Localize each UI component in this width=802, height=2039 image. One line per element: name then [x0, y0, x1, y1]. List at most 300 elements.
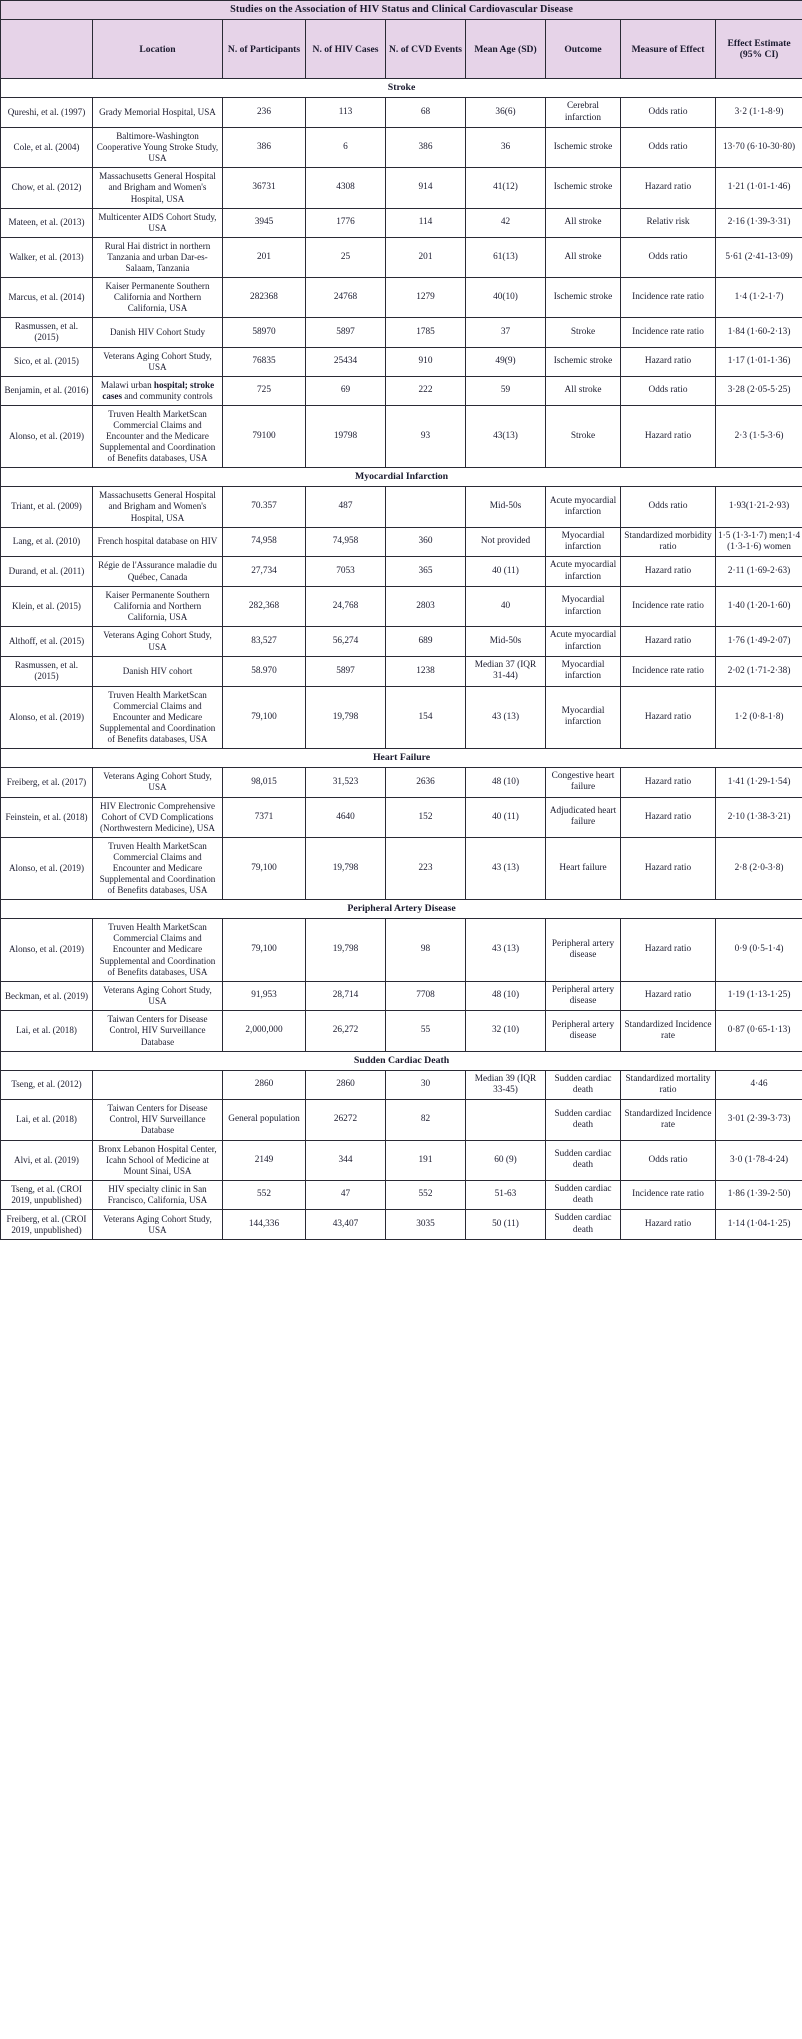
cell-hiv_cases: 19798	[306, 405, 386, 467]
cell-cvd_events	[386, 487, 466, 527]
cell-hiv_cases: 113	[306, 98, 386, 128]
cell-mean_age: Not provided	[466, 527, 546, 557]
cell-location: Bronx Lebanon Hospital Center, Icahn School of Medicine at Mount Sinai, USA	[93, 1140, 223, 1180]
table-row	[1, 347, 802, 376]
cell-study: Walker, et al. (2013)	[1, 237, 93, 277]
table-title-row	[1, 1, 802, 20]
cell-hiv_cases: 28,714	[306, 981, 386, 1011]
cell-measure: Standardized morbidity ratio	[621, 527, 716, 557]
cell-participants: 2,000,000	[223, 1011, 306, 1051]
cell-effect: 1·76 (1·49-2·07)	[716, 627, 802, 657]
table-row	[1, 1100, 802, 1140]
cell-hiv_cases: 1776	[306, 208, 386, 237]
cell-effect: 4·46	[716, 1070, 802, 1100]
cell-hiv_cases: 4308	[306, 168, 386, 208]
cell-location: Veterans Aging Cohort Study, USA	[93, 981, 223, 1011]
cell-outcome: Stroke	[546, 405, 621, 467]
cell-participants: 58970	[223, 318, 306, 347]
cell-study: Chow, et al. (2012)	[1, 168, 93, 208]
cell-hiv_cases: 74,958	[306, 527, 386, 557]
location-text-pre: Malawi urban	[100, 379, 154, 390]
cell-cvd_events: 93	[386, 405, 466, 467]
cell-cvd_events: 552	[386, 1180, 466, 1210]
cell-measure: Hazard ratio	[621, 557, 716, 587]
cell-location: Régie de l'Assurance maladie du Québec, Canada	[93, 557, 223, 587]
cell-hiv_cases: 2860	[306, 1070, 386, 1100]
cell-participants: 79,100	[223, 837, 306, 899]
cell-cvd_events: 154	[386, 686, 466, 748]
cell-measure: Standardized Incidence rate	[621, 1011, 716, 1051]
cell-measure: Incidence rate ratio	[621, 656, 716, 686]
cell-measure: Hazard ratio	[621, 1210, 716, 1240]
section-heading: Myocardial Infarction	[1, 468, 802, 487]
cell-mean_age: 48 (10)	[466, 767, 546, 797]
section-heading: Stroke	[1, 79, 802, 98]
cell-hiv_cases: 43,407	[306, 1210, 386, 1240]
cell-measure: Incidence rate ratio	[621, 278, 716, 318]
cell-hiv_cases: 344	[306, 1140, 386, 1180]
cell-effect: 1·17 (1·01-1·36)	[716, 347, 802, 376]
cell-participants: 386	[223, 128, 306, 168]
cell-hiv_cases: 26272	[306, 1100, 386, 1140]
cell-measure: Odds ratio	[621, 98, 716, 128]
cell-hiv_cases: 7053	[306, 557, 386, 587]
cell-measure: Hazard ratio	[621, 347, 716, 376]
cell-effect: 1·14 (1·04-1·25)	[716, 1210, 802, 1240]
column-header-outcome: Outcome	[546, 20, 621, 79]
cell-outcome: Myocardial infarction	[546, 656, 621, 686]
cell-measure: Standardized mortality ratio	[621, 1070, 716, 1100]
section-header-row	[1, 1051, 802, 1070]
cell-participants: 282,368	[223, 586, 306, 626]
cell-mean_age: 59	[466, 376, 546, 405]
cell-location: Danish HIV cohort	[93, 656, 223, 686]
table-body	[1, 79, 802, 1240]
cell-participants: 2860	[223, 1070, 306, 1100]
column-header-effect: Effect Estimate (95% CI)	[716, 20, 802, 79]
cell-measure: Hazard ratio	[621, 981, 716, 1011]
cell-cvd_events: 55	[386, 1011, 466, 1051]
cell-participants: 282368	[223, 278, 306, 318]
cell-location	[93, 1070, 223, 1100]
cell-location: Veterans Aging Cohort Study, USA	[93, 1210, 223, 1240]
cell-effect: 0·9 (0·5-1·4)	[716, 919, 802, 981]
cell-study: Durand, et al. (2011)	[1, 557, 93, 587]
cell-participants: 76835	[223, 347, 306, 376]
cell-cvd_events: 201	[386, 237, 466, 277]
cell-outcome: Cerebral infarction	[546, 98, 621, 128]
cell-measure: Hazard ratio	[621, 405, 716, 467]
cell-effect: 1·40 (1·20-1·60)	[716, 586, 802, 626]
cell-study: Rasmussen, et al. (2015)	[1, 318, 93, 347]
cell-mean_age: 50 (11)	[466, 1210, 546, 1240]
cell-participants: 79100	[223, 405, 306, 467]
cell-participants: 236	[223, 98, 306, 128]
cell-study: Feinstein, et al. (2018)	[1, 797, 93, 837]
cell-outcome: Ischemic stroke	[546, 168, 621, 208]
cell-mean_age: 42	[466, 208, 546, 237]
cell-outcome: Acute myocardial infarction	[546, 557, 621, 587]
cell-study: Cole, et al. (2004)	[1, 128, 93, 168]
cell-mean_age: 49(9)	[466, 347, 546, 376]
cell-cvd_events: 152	[386, 797, 466, 837]
table-row	[1, 128, 802, 168]
cell-outcome: Myocardial infarction	[546, 586, 621, 626]
cell-hiv_cases: 5897	[306, 318, 386, 347]
table-row	[1, 1210, 802, 1240]
cell-effect: 13·70 (6·10-30·80)	[716, 128, 802, 168]
cell-location: Truven Health MarketScan Commercial Claims and Encounter and Medicare Supplemental and Coordination of Benefits databases, USA	[93, 837, 223, 899]
cell-mean_age: Median 37 (IQR 31-44)	[466, 656, 546, 686]
table-row	[1, 557, 802, 587]
cell-outcome: Sudden cardiac death	[546, 1140, 621, 1180]
cell-effect: 1·19 (1·13-1·25)	[716, 981, 802, 1011]
cell-cvd_events: 1279	[386, 278, 466, 318]
cell-study: Freiberg, et al. (CROI 2019, unpublished)	[1, 1210, 93, 1240]
cell-location: Taiwan Centers for Disease Control, HIV Surveillance Database	[93, 1011, 223, 1051]
cell-location: Baltimore-Washington Cooperative Young Stroke Study, USA	[93, 128, 223, 168]
cell-cvd_events: 360	[386, 527, 466, 557]
column-header-mean_age: Mean Age (SD)	[466, 20, 546, 79]
cell-effect: 1·86 (1·39-2·50)	[716, 1180, 802, 1210]
cell-effect: 5·61 (2·41-13·09)	[716, 237, 802, 277]
cell-measure: Hazard ratio	[621, 686, 716, 748]
cell-effect: 1·4 (1·2-1·7)	[716, 278, 802, 318]
cell-measure: Incidence rate ratio	[621, 1180, 716, 1210]
cell-effect: 1·2 (0·8-1·8)	[716, 686, 802, 748]
cell-study: Klein, et al. (2015)	[1, 586, 93, 626]
cell-location	[93, 376, 223, 405]
cell-cvd_events: 365	[386, 557, 466, 587]
cell-outcome: Ischemic stroke	[546, 128, 621, 168]
cell-location: Truven Health MarketScan Commercial Claims and Encounter and Medicare Supplemental and Coordination of Benefits databases, USA	[93, 686, 223, 748]
cell-study: Alonso, et al. (2019)	[1, 837, 93, 899]
cell-participants: 83,527	[223, 627, 306, 657]
cell-cvd_events: 98	[386, 919, 466, 981]
cell-effect: 0·87 (0·65-1·13)	[716, 1011, 802, 1051]
cell-mean_age: 48 (10)	[466, 981, 546, 1011]
cell-mean_age: 43 (13)	[466, 837, 546, 899]
column-header-participants: N. of Participants	[223, 20, 306, 79]
cell-hiv_cases: 24,768	[306, 586, 386, 626]
cell-cvd_events: 689	[386, 627, 466, 657]
cell-measure: Hazard ratio	[621, 168, 716, 208]
cell-hiv_cases: 4640	[306, 797, 386, 837]
cell-measure: Odds ratio	[621, 376, 716, 405]
cell-location: Kaiser Permanente Southern California and Northern California, USA	[93, 278, 223, 318]
table-row	[1, 919, 802, 981]
table-row	[1, 586, 802, 626]
cell-measure: Hazard ratio	[621, 797, 716, 837]
cell-hiv_cases: 487	[306, 487, 386, 527]
table-row	[1, 168, 802, 208]
cell-measure: Standardized Incidence rate	[621, 1100, 716, 1140]
cell-mean_age: 60 (9)	[466, 1140, 546, 1180]
cell-outcome: All stroke	[546, 208, 621, 237]
cell-study: Freiberg, et al. (2017)	[1, 767, 93, 797]
cell-mean_age: 43 (13)	[466, 919, 546, 981]
table-row	[1, 837, 802, 899]
cell-cvd_events: 2636	[386, 767, 466, 797]
cell-participants: 3945	[223, 208, 306, 237]
cell-outcome: Sudden cardiac death	[546, 1180, 621, 1210]
cell-outcome: Sudden cardiac death	[546, 1100, 621, 1140]
cell-participants: 725	[223, 376, 306, 405]
table-row	[1, 208, 802, 237]
cell-measure: Odds ratio	[621, 128, 716, 168]
table-row	[1, 405, 802, 467]
table-row	[1, 376, 802, 405]
cell-outcome: Peripheral artery disease	[546, 1011, 621, 1051]
cell-mean_age: 36(6)	[466, 98, 546, 128]
cell-measure: Relativ risk	[621, 208, 716, 237]
section-header-row	[1, 748, 802, 767]
cell-cvd_events: 30	[386, 1070, 466, 1100]
cell-cvd_events: 114	[386, 208, 466, 237]
cell-participants: 58.970	[223, 656, 306, 686]
cell-effect: 2·16 (1·39-3·31)	[716, 208, 802, 237]
cell-outcome: Stroke	[546, 318, 621, 347]
section-heading: Peripheral Artery Disease	[1, 900, 802, 919]
cell-effect: 3·28 (2·05-5·25)	[716, 376, 802, 405]
cell-mean_age: Mid-50s	[466, 627, 546, 657]
cell-participants: 552	[223, 1180, 306, 1210]
cell-hiv_cases: 19,798	[306, 686, 386, 748]
cell-location: HIV Electronic Comprehensive Cohort of CVD Complications (Northwestern Medicine), USA	[93, 797, 223, 837]
column-header-hiv_cases: N. of HIV Cases	[306, 20, 386, 79]
cell-outcome: Ischemic stroke	[546, 278, 621, 318]
cell-study: Triant, et al. (2009)	[1, 487, 93, 527]
cell-hiv_cases: 47	[306, 1180, 386, 1210]
cell-location: Taiwan Centers for Disease Control, HIV Surveillance Database	[93, 1100, 223, 1140]
table-row	[1, 797, 802, 837]
cell-cvd_events: 222	[386, 376, 466, 405]
cell-cvd_events: 910	[386, 347, 466, 376]
cell-location: Veterans Aging Cohort Study, USA	[93, 767, 223, 797]
cell-outcome: All stroke	[546, 376, 621, 405]
section-heading: Heart Failure	[1, 748, 802, 767]
cell-hiv_cases: 25	[306, 237, 386, 277]
location-text-post: and community controls	[122, 390, 213, 401]
cell-mean_age: 37	[466, 318, 546, 347]
cell-effect: 3·01 (2·39-3·73)	[716, 1100, 802, 1140]
cell-participants: 91,953	[223, 981, 306, 1011]
cell-measure: Hazard ratio	[621, 837, 716, 899]
cell-location: Kaiser Permanente Southern California and Northern California, USA	[93, 586, 223, 626]
cell-participants: 79,100	[223, 919, 306, 981]
column-header-cvd_events: N. of CVD Events	[386, 20, 466, 79]
cell-cvd_events: 82	[386, 1100, 466, 1140]
cell-outcome: All stroke	[546, 237, 621, 277]
cell-hiv_cases: 5897	[306, 656, 386, 686]
cell-mean_age: 40	[466, 586, 546, 626]
cell-measure: Odds ratio	[621, 1140, 716, 1180]
table-row	[1, 1180, 802, 1210]
cell-effect: 2·10 (1·38-3·21)	[716, 797, 802, 837]
cell-measure: Hazard ratio	[621, 767, 716, 797]
cell-study: Mateen, et al. (2013)	[1, 208, 93, 237]
cell-participants: General population	[223, 1100, 306, 1140]
cell-hiv_cases: 25434	[306, 347, 386, 376]
cell-cvd_events: 914	[386, 168, 466, 208]
cell-study: Lai, et al. (2018)	[1, 1100, 93, 1140]
cell-participants: 201	[223, 237, 306, 277]
cell-location: Rural Hai district in northern Tanzania and urban Dar-es-Salaam, Tanzania	[93, 237, 223, 277]
cell-hiv_cases: 31,523	[306, 767, 386, 797]
cell-cvd_events: 68	[386, 98, 466, 128]
cell-location: Massachusetts General Hospital and Brigham and Women's Hospital, USA	[93, 487, 223, 527]
cell-measure: Hazard ratio	[621, 627, 716, 657]
cell-study: Alonso, et al. (2019)	[1, 405, 93, 467]
cell-outcome: Sudden cardiac death	[546, 1210, 621, 1240]
table-row	[1, 487, 802, 527]
cell-mean_age: 40 (11)	[466, 557, 546, 587]
cell-measure: Odds ratio	[621, 237, 716, 277]
cell-cvd_events: 386	[386, 128, 466, 168]
cell-effect: 1·5 (1·3-1·7) men;1·4 (1·3-1·6) women	[716, 527, 802, 557]
location-text-emphasis: hospital; stroke cases	[102, 379, 215, 401]
cell-participants: 2149	[223, 1140, 306, 1180]
table-row	[1, 278, 802, 318]
cell-study: Alvi, et al. (2019)	[1, 1140, 93, 1180]
cell-study: Althoff, et al. (2015)	[1, 627, 93, 657]
cell-mean_age: 36	[466, 128, 546, 168]
cell-effect: 1·41 (1·29-1·54)	[716, 767, 802, 797]
cell-participants: 79,100	[223, 686, 306, 748]
cell-participants: 74,958	[223, 527, 306, 557]
cell-effect: 2·02 (1·71-2·38)	[716, 656, 802, 686]
cell-participants: 70.357	[223, 487, 306, 527]
cell-mean_age: 32 (10)	[466, 1011, 546, 1051]
cell-outcome: Ischemic stroke	[546, 347, 621, 376]
cell-location: Truven Health MarketScan Commercial Claims and Encounter and Medicare Supplemental and Coordination of Benefits databases, USA	[93, 919, 223, 981]
cell-mean_age: 40 (11)	[466, 797, 546, 837]
cell-measure: Odds ratio	[621, 487, 716, 527]
cell-study: Qureshi, et al. (1997)	[1, 98, 93, 128]
cell-outcome: Myocardial infarction	[546, 686, 621, 748]
cell-measure: Incidence rate ratio	[621, 586, 716, 626]
cell-effect: 3·2 (1·1-8·9)	[716, 98, 802, 128]
cell-cvd_events: 1238	[386, 656, 466, 686]
section-header-row	[1, 79, 802, 98]
column-header-row	[1, 20, 802, 79]
cell-location: Grady Memorial Hospital, USA	[93, 98, 223, 128]
cell-effect: 1·93(1·21-2·93)	[716, 487, 802, 527]
section-heading: Sudden Cardiac Death	[1, 1051, 802, 1070]
cell-mean_age: 61(13)	[466, 237, 546, 277]
cell-location: Truven Health MarketScan Commercial Claims and Encounter and the Medicare Supplemental and Coordination of Benefits databases, USA	[93, 405, 223, 467]
cell-location: Multicenter AIDS Cohort Study, USA	[93, 208, 223, 237]
cell-effect: 3·0 (1·78-4·24)	[716, 1140, 802, 1180]
cell-location: HIV specialty clinic in San Francisco, California, USA	[93, 1180, 223, 1210]
cell-cvd_events: 1785	[386, 318, 466, 347]
cell-study: Alonso, et al. (2019)	[1, 919, 93, 981]
cell-outcome: Congestive heart failure	[546, 767, 621, 797]
cell-mean_age: 43(13)	[466, 405, 546, 467]
cell-outcome: Adjudicated heart failure	[546, 797, 621, 837]
table-row	[1, 1070, 802, 1100]
cell-outcome: Peripheral artery disease	[546, 919, 621, 981]
cell-cvd_events: 3035	[386, 1210, 466, 1240]
cell-hiv_cases: 69	[306, 376, 386, 405]
cell-cvd_events: 2803	[386, 586, 466, 626]
cell-location: Veterans Aging Cohort Study, USA	[93, 347, 223, 376]
table-row	[1, 686, 802, 748]
cell-cvd_events: 7708	[386, 981, 466, 1011]
cell-study: Sico, et al. (2015)	[1, 347, 93, 376]
cell-study: Rasmussen, et al. (2015)	[1, 656, 93, 686]
cell-outcome: Acute myocardial infarction	[546, 627, 621, 657]
cell-mean_age	[466, 1100, 546, 1140]
table-title: Studies on the Association of HIV Status and Clinical Cardiovascular Disease	[1, 1, 802, 20]
cell-outcome: Myocardial infarction	[546, 527, 621, 557]
cell-location: Massachusetts General Hospital and Brigham and Women's Hospital, USA	[93, 168, 223, 208]
cell-study: Tseng, et al. (CROI 2019, unpublished)	[1, 1180, 93, 1210]
cell-mean_age: Median 39 (IQR 33-45)	[466, 1070, 546, 1100]
cell-study: Marcus, et al. (2014)	[1, 278, 93, 318]
cell-effect: 2·11 (1·69-2·63)	[716, 557, 802, 587]
cell-outcome: Peripheral artery disease	[546, 981, 621, 1011]
section-header-row	[1, 900, 802, 919]
cell-outcome: Heart failure	[546, 837, 621, 899]
cell-participants: 27,734	[223, 557, 306, 587]
cell-outcome: Sudden cardiac death	[546, 1070, 621, 1100]
table-row	[1, 1011, 802, 1051]
cell-location: French hospital database on HIV	[93, 527, 223, 557]
cell-mean_age: 41(12)	[466, 168, 546, 208]
cell-study: Benjamin, et al. (2016)	[1, 376, 93, 405]
table-row	[1, 98, 802, 128]
cell-hiv_cases: 24768	[306, 278, 386, 318]
cell-measure: Incidence rate ratio	[621, 318, 716, 347]
cell-hiv_cases: 6	[306, 128, 386, 168]
cell-hiv_cases: 56,274	[306, 627, 386, 657]
cell-hiv_cases: 26,272	[306, 1011, 386, 1051]
cell-hiv_cases: 19,798	[306, 837, 386, 899]
cell-mean_age: 43 (13)	[466, 686, 546, 748]
cell-effect: 1·84 (1·60-2·13)	[716, 318, 802, 347]
cell-outcome: Acute myocardial infarction	[546, 487, 621, 527]
table-row	[1, 527, 802, 557]
table-row	[1, 767, 802, 797]
table-row	[1, 1140, 802, 1180]
table-row	[1, 981, 802, 1011]
cell-mean_age: 40(10)	[466, 278, 546, 318]
table-row	[1, 656, 802, 686]
cell-location: Veterans Aging Cohort Study, USA	[93, 627, 223, 657]
cell-effect: 2·8 (2·0-3·8)	[716, 837, 802, 899]
cell-mean_age: Mid-50s	[466, 487, 546, 527]
cell-participants: 98,015	[223, 767, 306, 797]
table-row	[1, 237, 802, 277]
table-row	[1, 318, 802, 347]
cell-effect: 1·21 (1·01-1·46)	[716, 168, 802, 208]
cell-effect: 2·3 (1·5-3·6)	[716, 405, 802, 467]
table-row	[1, 627, 802, 657]
cell-study: Tseng, et al. (2012)	[1, 1070, 93, 1100]
cell-study: Lang, et al. (2010)	[1, 527, 93, 557]
cell-mean_age: 51-63	[466, 1180, 546, 1210]
section-header-row	[1, 468, 802, 487]
cell-cvd_events: 191	[386, 1140, 466, 1180]
cell-measure: Hazard ratio	[621, 919, 716, 981]
cell-participants: 144,336	[223, 1210, 306, 1240]
column-header-measure: Measure of Effect	[621, 20, 716, 79]
cell-participants: 36731	[223, 168, 306, 208]
cell-study: Alonso, et al. (2019)	[1, 686, 93, 748]
cell-cvd_events: 223	[386, 837, 466, 899]
cell-hiv_cases: 19,798	[306, 919, 386, 981]
